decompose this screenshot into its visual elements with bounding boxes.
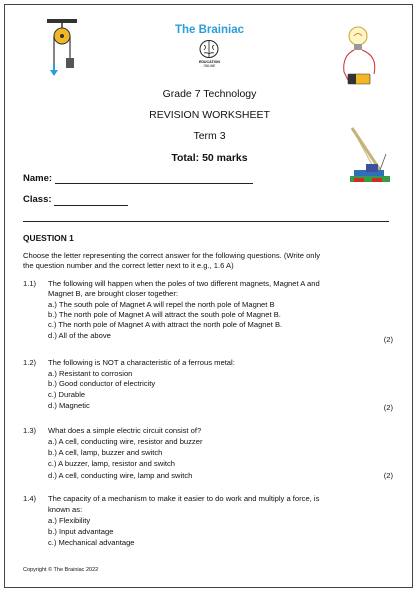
question-text: known as: <box>48 505 83 514</box>
option-a: a.) Resistant to corrosion <box>48 369 133 378</box>
bulb-circuit-icon <box>334 22 382 92</box>
option-c: c.) A buzzer, lamp, resistor and switch <box>48 459 176 468</box>
option-c: c.) Mechanical advantage <box>48 538 135 547</box>
option-b: b.) A cell, lamp, buzzer and switch <box>48 448 163 457</box>
crane-icon <box>346 124 394 188</box>
question-number: 1.3) <box>23 426 37 435</box>
marks: (2) <box>383 471 393 480</box>
question-number: 1.2) <box>23 358 37 367</box>
brand-name: The Brainiac <box>174 24 245 36</box>
term-title: Term 3 <box>193 130 226 142</box>
class-label: Class: <box>23 194 52 205</box>
brain-logo-icon <box>198 39 220 59</box>
question-1-3 <box>0 426 419 486</box>
class-field[interactable] <box>54 205 128 206</box>
question-text: Magnet B, are brought closer together: <box>48 289 179 298</box>
grade-title: Grade 7 Technology <box>162 88 257 100</box>
section-heading: QUESTION 1 <box>23 233 74 243</box>
divider <box>23 221 389 222</box>
marks: (2) <box>383 335 393 344</box>
option-b: b.) The north pole of Magnet A will attract the south pole of Magnet B. <box>48 310 281 319</box>
question-text: The following will happen when the poles of two different magnets, Magnet A and <box>48 279 320 288</box>
question-1-2 <box>0 358 419 418</box>
option-b: b.) Good conductor of electricity <box>48 379 156 388</box>
question-1-4 <box>0 494 419 554</box>
question-text: The capacity of a mechanism to make it easier to do work and multiply a force, is <box>48 494 320 503</box>
option-a: a.) The south pole of Magnet A will repel the north pole of Magnet B <box>48 300 275 309</box>
logo-caption-sub: ONLINE <box>203 64 216 68</box>
option-d: d.) A cell, conducting wire, lamp and switch <box>48 471 193 480</box>
marks: (2) <box>383 403 393 412</box>
option-c: c.) The north pole of Magnet A with attract the north pole of Magnet B. <box>48 320 283 329</box>
name-label: Name: <box>23 173 53 184</box>
copyright: Copyright © The Brainiac 2022 <box>23 567 99 573</box>
option-b: b.) Input advantage <box>48 527 114 536</box>
option-a: a.) Flexibility <box>48 516 91 525</box>
name-field[interactable] <box>55 183 253 184</box>
worksheet-title: REVISION WORKSHEET <box>149 109 270 121</box>
question-text: What does a simple electric circuit consist of? <box>48 426 202 435</box>
option-a: a.) A cell, conducting wire, resistor and buzzer <box>48 437 203 446</box>
option-d: d.) Magnetic <box>48 401 90 410</box>
instructions-line-1: Choose the letter representing the correct answer for the following questions. (Write only <box>23 251 321 260</box>
question-number: 1.4) <box>23 494 37 503</box>
option-c: c.) Durable <box>48 390 86 399</box>
option-d: d.) All of the above <box>48 331 111 340</box>
question-number: 1.1) <box>23 279 37 288</box>
instructions-line-2: the question number and the correct letter next to it e.g., 1.6 A) <box>23 261 234 270</box>
logo-caption: EDUCATION <box>198 60 221 64</box>
question-1-1 <box>0 279 419 349</box>
question-text: The following is NOT a characteristic of a ferrous metal: <box>48 358 235 367</box>
total-marks: Total: 50 marks <box>171 152 248 164</box>
